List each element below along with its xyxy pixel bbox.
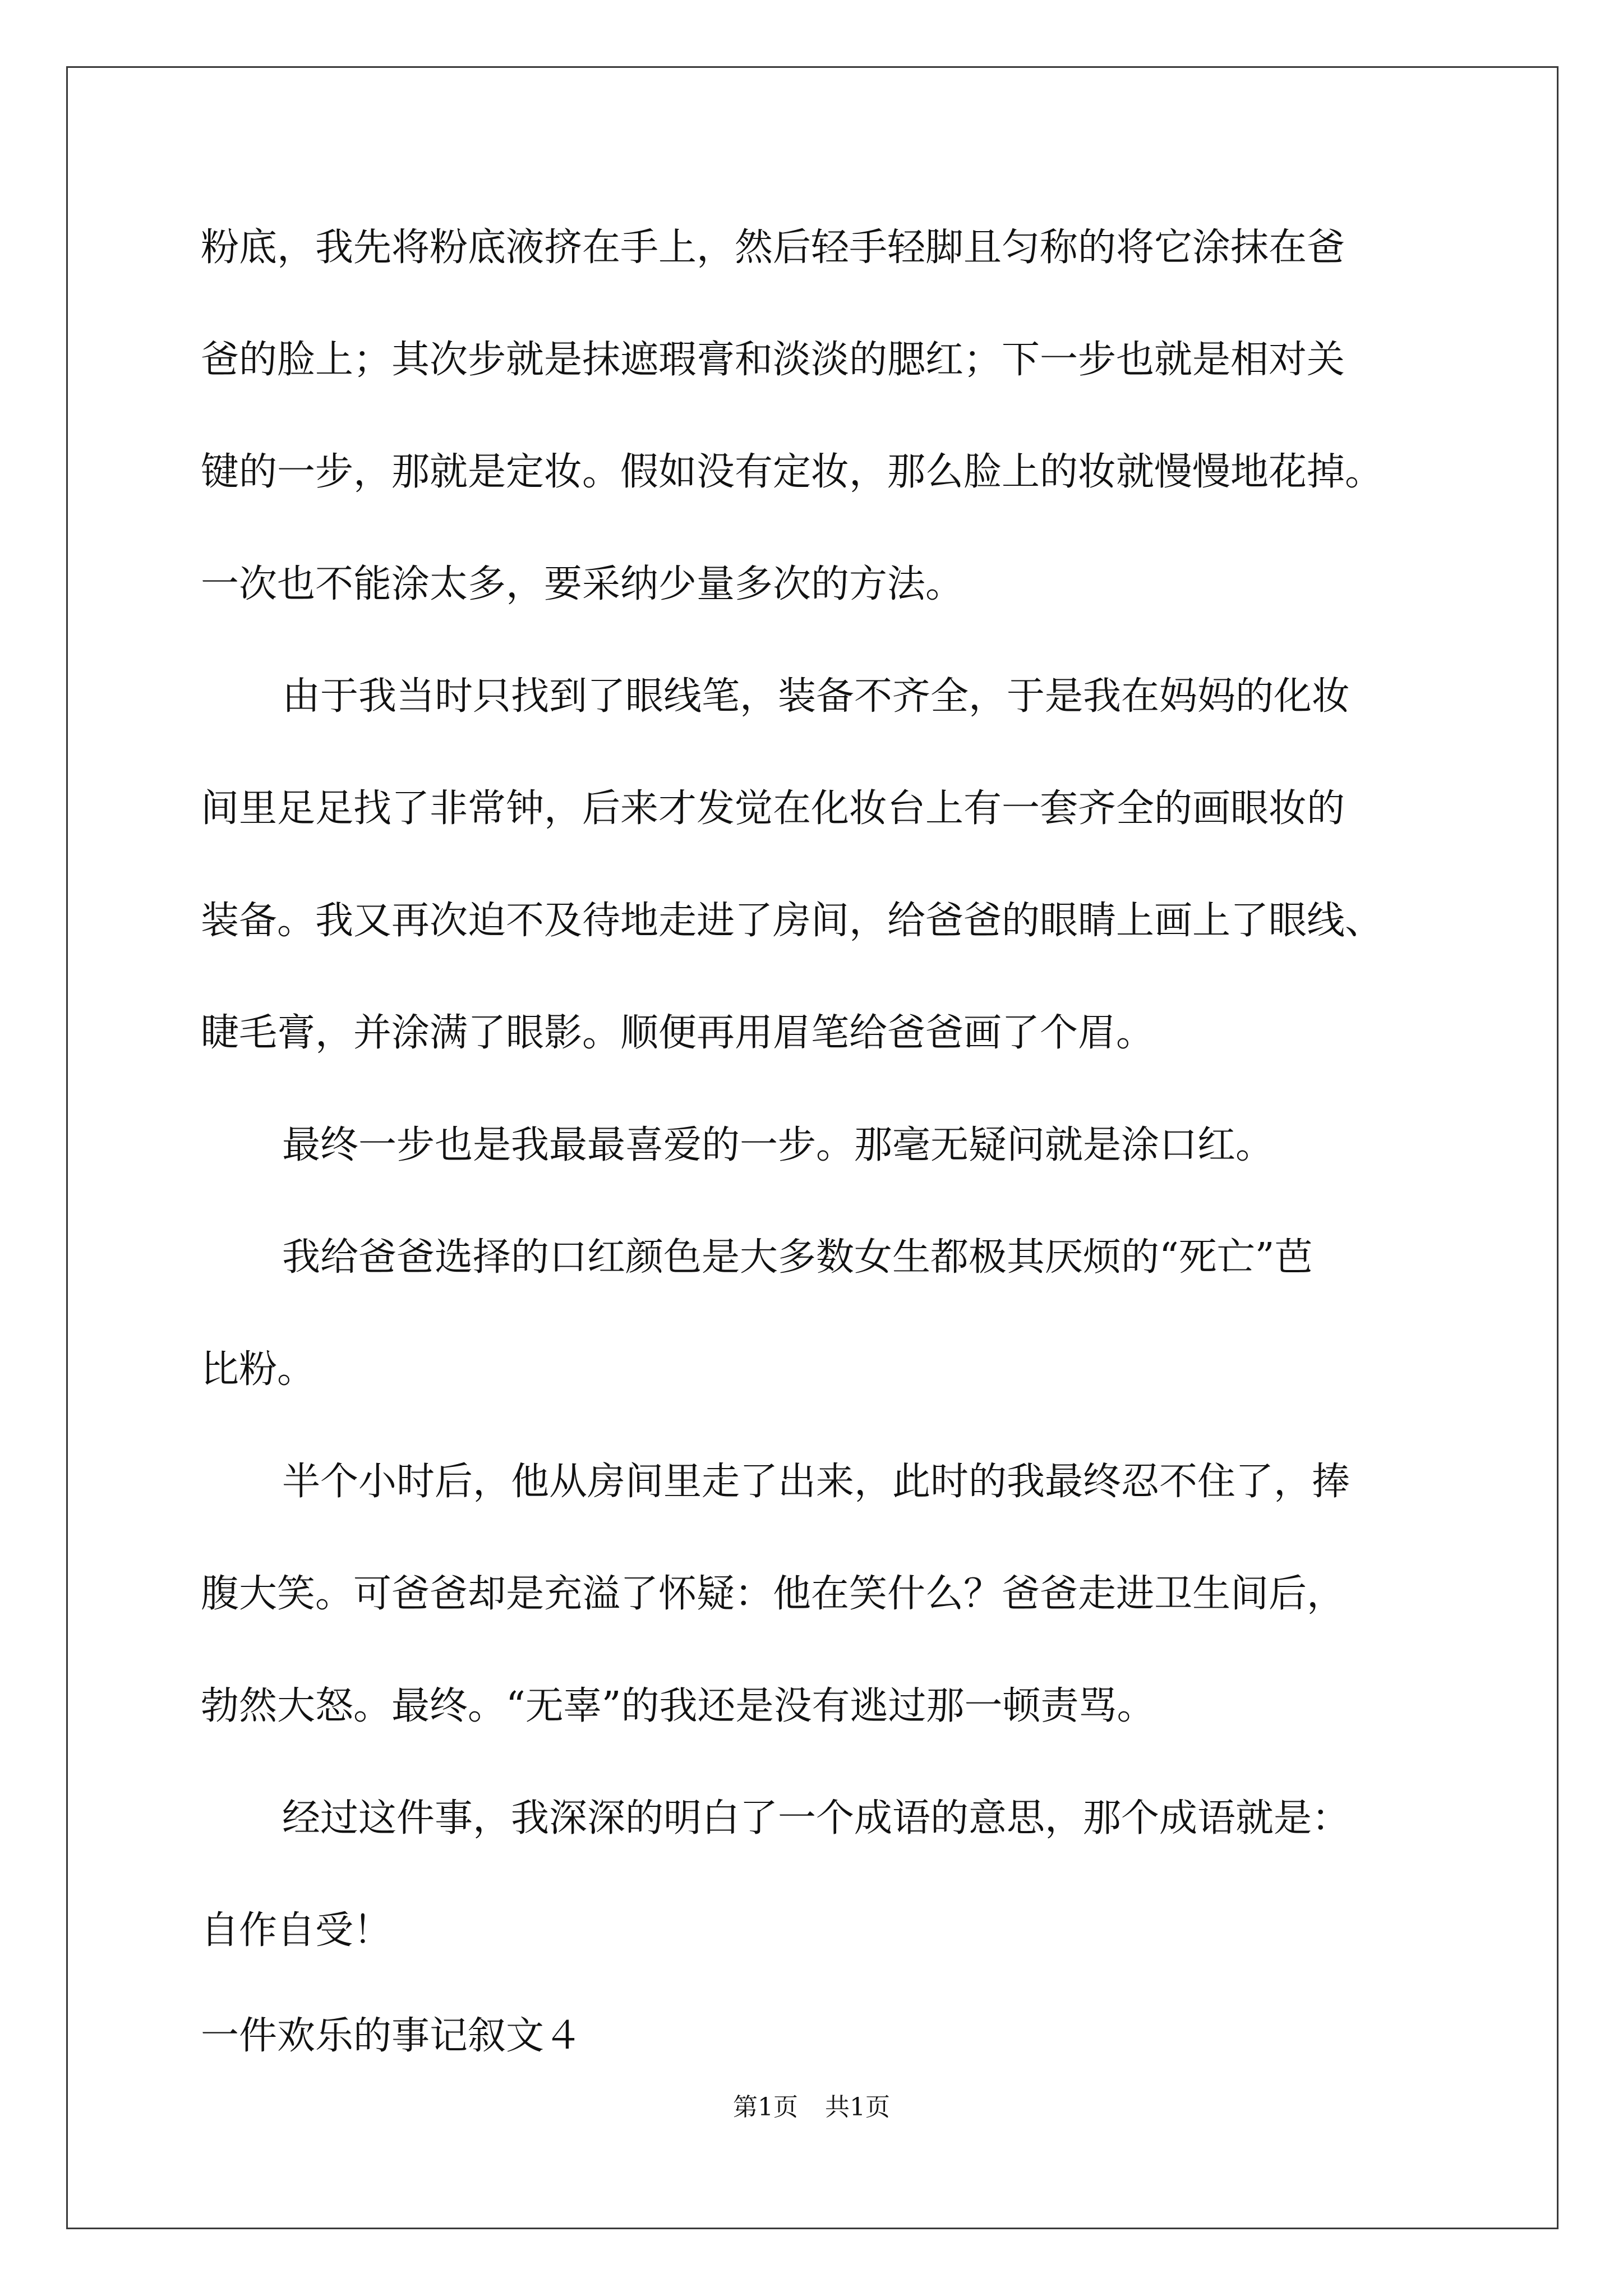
paragraph-start: 最终一步也是我最最喜爱的一步。那毫无疑问就是涂口红。 bbox=[282, 1123, 1274, 1167]
text-line: 自作自受！ bbox=[201, 1908, 392, 1953]
text-line: 间里足足找了非常钟，后来才发觉在化妆台上有一套齐全的画眼妆的 bbox=[201, 786, 1345, 831]
section-heading: 一件欢乐的事记叙文４ bbox=[201, 2014, 583, 2058]
paragraph-start: 由于我当时只找到了眼线笔，装备不齐全，于是我在妈妈的化妆 bbox=[282, 674, 1350, 719]
paragraph-start: 半个小时后，他从房间里走了出来，此时的我最终忍不住了，捧 bbox=[282, 1460, 1350, 1504]
text-line: 勃然大怒。最终。“无辜”的我还是没有逃过那一顿责骂。 bbox=[201, 1684, 1155, 1728]
text-line: 键的一步，那就是定妆。假如没有定妆，那么脸上的妆就慢慢地花掉。 bbox=[201, 450, 1384, 494]
text-line: 睫毛膏，并涂满了眼影。顺便再用眉笔给爸爸画了个眉。 bbox=[201, 1011, 1155, 1055]
page-total: 共1页 bbox=[825, 2093, 890, 2122]
text-line: 比粉。 bbox=[201, 1347, 316, 1392]
text-line: 装备。我又再次迫不及待地走进了房间，给爸爸的眼睛上画上了眼线、 bbox=[201, 899, 1384, 943]
text-line: 爸的脸上；其次步就是抹遮瑕膏和淡淡的腮红；下一步也就是相对关 bbox=[201, 338, 1345, 382]
page-number: 第1页 bbox=[733, 2093, 798, 2122]
text-line: 一次也不能涂太多，要采纳少量多次的方法。 bbox=[201, 562, 964, 606]
paragraph-start: 我给爸爸选择的口红颜色是大多数女生都极其厌烦的“死亡”芭 bbox=[282, 1235, 1313, 1280]
page-footer bbox=[0, 2087, 1623, 2123]
text-line: 粉底，我先将粉底液挤在手上，然后轻手轻脚且匀称的将它涂抹在爸 bbox=[201, 226, 1345, 270]
text-line: 腹大笑。可爸爸却是充溢了怀疑：他在笑什么？爸爸走进卫生间后， bbox=[201, 1572, 1345, 1616]
paragraph-start: 经过这件事，我深深的明白了一个成语的意思，那个成语就是： bbox=[282, 1796, 1350, 1841]
